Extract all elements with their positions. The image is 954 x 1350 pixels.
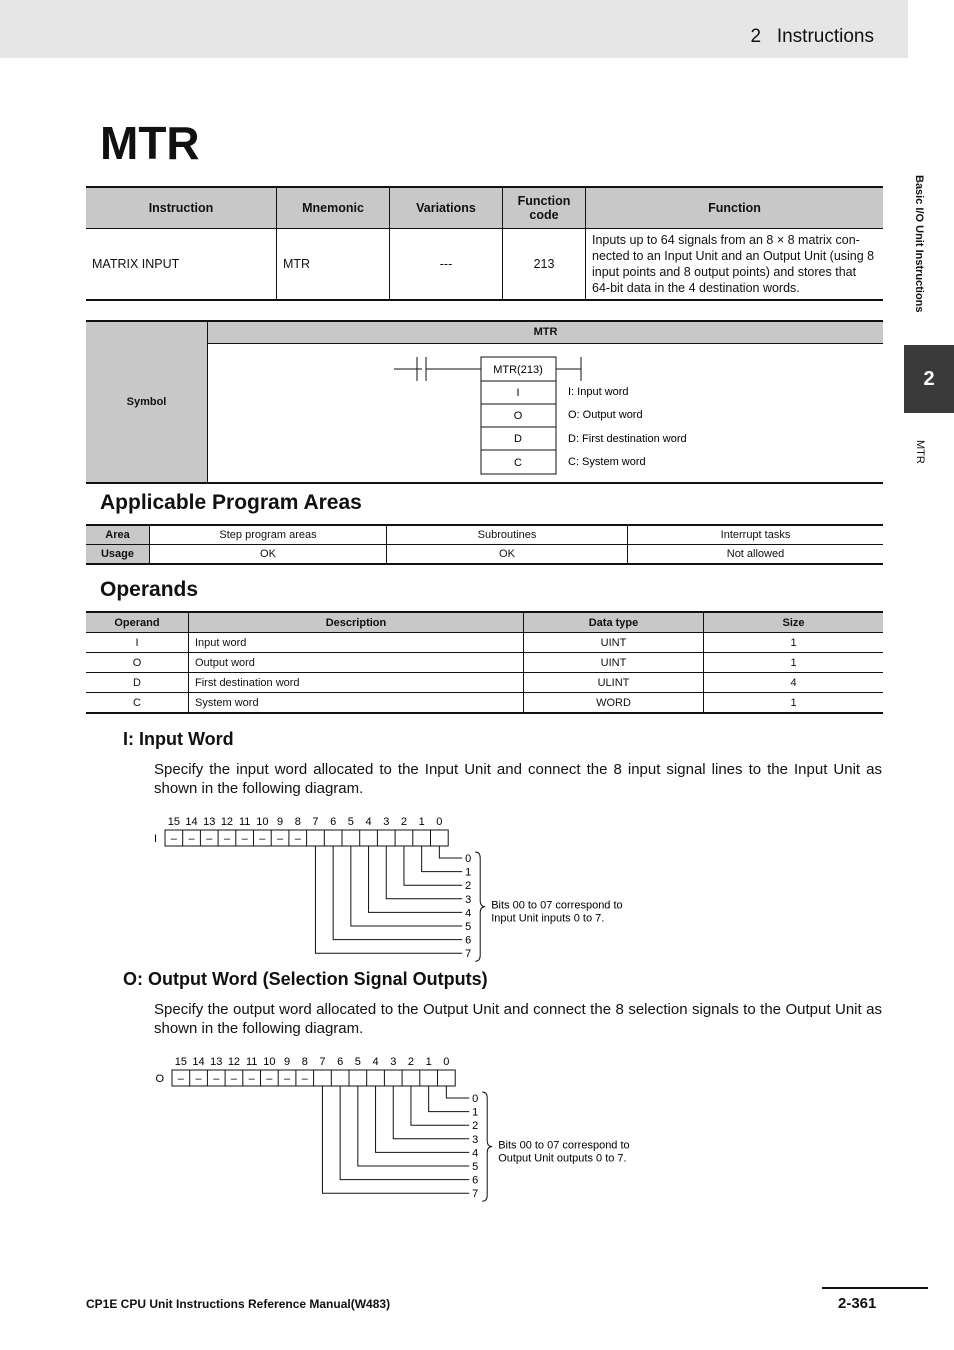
cell: D xyxy=(86,673,189,693)
unused-bit-mark: – xyxy=(241,833,248,845)
unused-bit-mark: – xyxy=(170,833,177,845)
bit-leader-line xyxy=(411,1086,469,1125)
bit-number: 11 xyxy=(245,1056,258,1068)
cell: C xyxy=(86,693,189,714)
col-header: Description xyxy=(189,612,524,633)
cell: Output word xyxy=(189,653,524,673)
symbol-desc: O: Output word xyxy=(568,409,643,421)
bit-number: 14 xyxy=(192,1056,205,1068)
output-word-heading: O: Output Word (Selection Signal Outputs) xyxy=(123,969,488,989)
bit-leader-line xyxy=(446,1086,469,1098)
cell: OK xyxy=(387,545,628,565)
bit-leader-line xyxy=(386,846,462,899)
unused-bit-mark: – xyxy=(213,1073,220,1085)
col-header: Function xyxy=(586,187,884,229)
unused-bit-mark: – xyxy=(301,1073,308,1085)
ladder-symbol xyxy=(386,352,806,477)
bit-number: 2 xyxy=(407,1056,415,1068)
bit-number: 3 xyxy=(390,1056,397,1068)
area-label: Area xyxy=(86,525,150,545)
word-label: O xyxy=(155,1073,164,1085)
cell: 4 xyxy=(704,673,884,693)
bit-leader-line xyxy=(376,1086,470,1152)
input-index: 6 xyxy=(465,934,472,947)
col-header: Mnemonic xyxy=(277,187,390,229)
unused-bit-mark: – xyxy=(248,1073,255,1085)
bit-number: 12 xyxy=(220,816,234,828)
cell: WORD xyxy=(524,693,704,714)
cell: 1 xyxy=(704,653,884,673)
cell: --- xyxy=(390,229,503,301)
cell: Step program areas xyxy=(150,525,387,545)
cell: O xyxy=(86,653,189,673)
bit-number: 15 xyxy=(174,1056,187,1068)
cell: 213 xyxy=(503,229,586,301)
symbol-desc: C: System word xyxy=(568,456,646,468)
bit-leader-line xyxy=(439,846,462,858)
unused-bit-mark: – xyxy=(195,1073,202,1085)
unused-bit-mark: – xyxy=(294,833,301,845)
symbol-header: MTR xyxy=(208,322,883,344)
table-row xyxy=(86,673,883,693)
cell: Subroutines xyxy=(387,525,628,545)
unused-bit-mark: – xyxy=(259,833,266,845)
cell: I xyxy=(86,633,189,653)
bit-number: 6 xyxy=(337,1056,344,1068)
cell: Input word xyxy=(189,633,524,653)
bit-number: 11 xyxy=(238,816,251,828)
input-index: 2 xyxy=(472,1120,479,1133)
symbol-box-title: MTR(213) xyxy=(493,364,543,376)
input-index: 7 xyxy=(472,1188,479,1201)
col-header: Variations xyxy=(390,187,503,229)
bit-number: 10 xyxy=(256,816,269,828)
bit-leader-line xyxy=(404,846,462,885)
diagram-note: Input Unit inputs 0 to 7. xyxy=(491,912,605,925)
bit-leader-line xyxy=(429,1086,470,1112)
table-row xyxy=(86,229,883,301)
bit-leader-line xyxy=(393,1086,469,1139)
cell: ULINT xyxy=(524,673,704,693)
cell: System word xyxy=(189,693,524,714)
bit-number: 14 xyxy=(185,816,198,828)
diagram-note: Output Unit outputs 0 to 7. xyxy=(498,1152,627,1165)
chapter-tab[interactable]: 2 xyxy=(904,345,954,413)
bit-number: 9 xyxy=(283,1056,291,1068)
cell: MTR xyxy=(277,229,390,301)
page-title: MTR xyxy=(100,117,200,169)
cell: Inputs up to 64 signals from an 8 × 8 matrix con-nected to an Input Unit and an Output Unit (using 8 input points and 8 output points) and stores that 64-bit data in the 4 destination words. xyxy=(586,229,884,301)
cell: UINT xyxy=(524,633,704,653)
unused-bit-mark: – xyxy=(223,833,231,845)
output-word-diagram xyxy=(150,1052,650,1207)
bit-leader-line xyxy=(369,846,463,912)
bit-number: 4 xyxy=(365,816,372,828)
bit-leader-line xyxy=(422,846,463,872)
word-label: I xyxy=(153,833,157,845)
input-index: 6 xyxy=(472,1174,479,1187)
footer-manual: CP1E CPU Unit Instructions Reference Manual(W483) xyxy=(86,1297,391,1311)
unused-bit-mark: – xyxy=(266,1073,273,1085)
input-index: 4 xyxy=(465,907,472,920)
input-index: 5 xyxy=(465,921,472,933)
brace xyxy=(475,852,485,961)
cell: Not allowed xyxy=(628,545,884,565)
side-chapter-label: Basic I/O Unit Instructions xyxy=(913,175,925,313)
applicable-heading: Applicable Program Areas xyxy=(100,491,362,514)
instruction-table xyxy=(86,186,883,301)
bit-number: 6 xyxy=(330,816,337,828)
input-word-text: Specify the input word allocated to the Input Unit and connect the 8 input signal lines to the Input Unit as shown in the following diagram. xyxy=(154,761,882,797)
symbol-desc: I: Input word xyxy=(568,386,629,398)
bit-number: 7 xyxy=(319,1056,326,1068)
bit-number: 7 xyxy=(312,816,319,828)
cell: First destination word xyxy=(189,673,524,693)
input-word-diagram xyxy=(150,812,650,967)
table-row xyxy=(86,653,883,673)
symbol-block xyxy=(86,320,883,484)
diagram-note: Bits 00 to 07 correspond to xyxy=(491,899,623,912)
col-header: Instruction xyxy=(86,187,277,229)
input-index: 0 xyxy=(472,1093,479,1105)
symbol-label: Symbol xyxy=(86,322,208,482)
col-header: Data type xyxy=(524,612,704,633)
symbol-operand: O xyxy=(513,410,523,422)
unused-bit-mark: – xyxy=(283,1073,291,1085)
bit-number: 12 xyxy=(227,1056,241,1068)
bit-number: 15 xyxy=(167,816,180,828)
operands-heading: Operands xyxy=(100,578,199,601)
symbol-operand: I xyxy=(516,387,520,399)
input-index: 0 xyxy=(465,853,472,865)
bit-number: 1 xyxy=(418,816,425,828)
symbol-operand: D xyxy=(514,433,522,445)
bit-number: 0 xyxy=(436,816,443,828)
operands-table xyxy=(86,611,883,714)
bit-number: 8 xyxy=(294,816,301,828)
bit-number: 5 xyxy=(347,816,354,828)
input-index: 5 xyxy=(472,1161,479,1173)
bit-leader-line xyxy=(315,846,462,953)
input-index: 1 xyxy=(472,1106,479,1119)
col-header: Size xyxy=(704,612,884,633)
unused-bit-mark: – xyxy=(206,833,213,845)
bit-number: 13 xyxy=(203,816,216,828)
table-row xyxy=(86,693,883,714)
bit-number: 4 xyxy=(372,1056,379,1068)
symbol-desc: D: First destination word xyxy=(568,433,687,445)
cell: OK xyxy=(150,545,387,565)
unused-bit-mark: – xyxy=(188,833,195,845)
diagram-note: Bits 00 to 07 correspond to xyxy=(498,1139,630,1152)
cell: UINT xyxy=(524,653,704,673)
input-index: 1 xyxy=(465,866,472,879)
col-header: Operand xyxy=(86,612,189,633)
input-index: 2 xyxy=(465,880,472,893)
input-index: 3 xyxy=(472,1133,479,1146)
cell: MATRIX INPUT xyxy=(86,229,277,301)
unused-bit-mark: – xyxy=(230,1073,238,1085)
unused-bit-mark: – xyxy=(177,1073,184,1085)
page-number: 2-361 xyxy=(838,1295,877,1312)
col-header: Function code xyxy=(503,187,586,229)
input-index: 7 xyxy=(465,948,472,961)
symbol-operand: C xyxy=(514,457,522,469)
brace xyxy=(482,1092,492,1201)
applicable-table xyxy=(86,524,883,565)
output-word-text: Specify the output word allocated to the Output Unit and connect the 8 selection signals to the Output Unit as shown in the following diagram. xyxy=(154,1001,882,1037)
bit-number: 8 xyxy=(301,1056,308,1068)
cell: 1 xyxy=(704,693,884,714)
bit-number: 9 xyxy=(276,816,284,828)
unused-bit-mark: – xyxy=(276,833,284,845)
usage-label: Usage xyxy=(86,545,150,565)
bit-number: 2 xyxy=(400,816,408,828)
table-row xyxy=(86,633,883,653)
bit-number: 13 xyxy=(210,1056,223,1068)
input-index: 4 xyxy=(472,1147,479,1160)
section-title: 2 Instructions xyxy=(750,26,874,47)
bit-number: 3 xyxy=(383,816,390,828)
bit-number: 0 xyxy=(443,1056,450,1068)
bit-number: 1 xyxy=(425,1056,432,1068)
bit-number: 5 xyxy=(354,1056,361,1068)
cell: Interrupt tasks xyxy=(628,525,884,545)
input-word-heading: I: Input Word xyxy=(123,729,234,749)
bit-number: 10 xyxy=(263,1056,276,1068)
cell: 1 xyxy=(704,633,884,653)
bit-leader-line xyxy=(322,1086,469,1193)
side-instruction-label: MTR xyxy=(914,440,926,464)
input-index: 3 xyxy=(465,893,472,906)
footer-rule xyxy=(822,1287,928,1289)
